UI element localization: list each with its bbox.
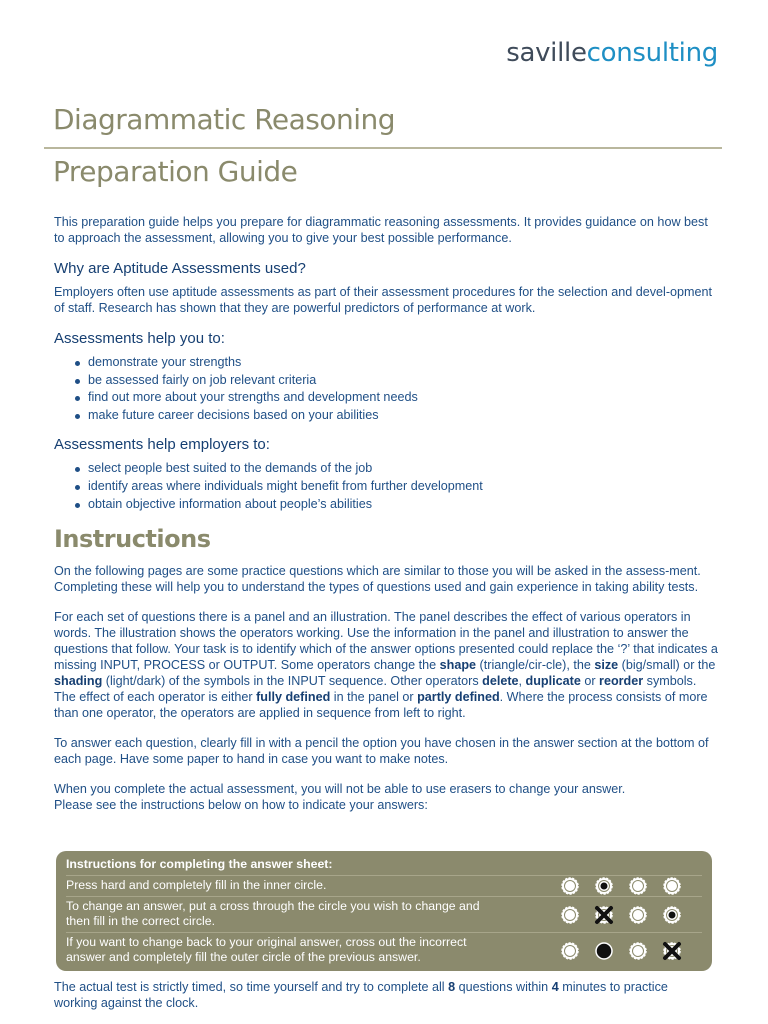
instructions-heading: Instructions bbox=[54, 525, 211, 554]
saville-consulting-logo: savilleconsulting bbox=[506, 38, 718, 68]
list-item: find out more about your strengths and development needs bbox=[54, 389, 718, 407]
answer-row: To change an answer, put a cross through the circle you wish to change and then fill in the correct circle. bbox=[66, 896, 702, 932]
list-item: identify areas where individuals might benefit from further development bbox=[54, 478, 718, 496]
help-you-heading: Assessments help you to: bbox=[54, 330, 225, 347]
intro-paragraph: This preparation guide helps you prepare for diagrammatic reasoning assessments. It provides guidance on how best to approach the assessment, allowing you to give your best possible performance. bbox=[54, 215, 708, 245]
help-you-list bbox=[54, 354, 718, 424]
list-item: demonstrate your strengths bbox=[54, 354, 718, 372]
answer-bubble-empty-icon bbox=[628, 905, 648, 925]
list-item: make future career decisions based on your abilities bbox=[54, 407, 718, 425]
answer-sheet-instructions-box bbox=[56, 851, 712, 971]
main-content bbox=[54, 214, 718, 813]
title-divider bbox=[44, 147, 722, 149]
answer-circles bbox=[560, 876, 682, 896]
list-item: select people best suited to the demands of the job bbox=[54, 460, 718, 478]
footer-paragraph: The actual test is strictly timed, so time yourself and try to complete all 8 questions within 4 minutes to practice working against the clock. bbox=[54, 980, 668, 1010]
answer-bubble-empty-icon bbox=[628, 941, 648, 961]
answer-bubble-filled-outer-icon bbox=[594, 941, 614, 961]
help-employers-heading: Assessments help employers to: bbox=[54, 436, 270, 454]
answer-bubble-filled-inner-icon bbox=[594, 876, 614, 896]
page-title: Diagrammatic Reasoning bbox=[53, 103, 396, 136]
answer-bubble-empty-icon bbox=[560, 941, 580, 961]
answer-bubble-empty-icon bbox=[662, 876, 682, 896]
answer-circles bbox=[560, 905, 682, 925]
answer-bubble-filled-inner-icon bbox=[662, 905, 682, 925]
answer-bubble-crossed-icon bbox=[662, 941, 682, 961]
answer-circles bbox=[560, 941, 682, 961]
answer-sheet-title: Instructions for completing the answer sheet: bbox=[66, 857, 333, 871]
why-paragraph: Employers often use aptitude assessments as part of their assessment procedures for the selection and devel-opment of staff. Research has shown that they are powerful predictors of performance at work. bbox=[54, 285, 713, 315]
instructions-paragraph-4: When you complete the actual assessment, you will not be able to use erasers to change your answer. Please see the instructions below on how to indicate your answers: bbox=[54, 782, 626, 813]
answer-bubble-empty-icon bbox=[628, 876, 648, 896]
answer-row: If you want to change back to your original answer, cross out the incorrect answer and completely fill the outer circle of the previous answer. bbox=[66, 932, 702, 968]
list-item: be assessed fairly on job relevant criteria bbox=[54, 372, 718, 390]
list-item: obtain objective information about people’s abilities bbox=[54, 496, 718, 514]
page-subtitle: Preparation Guide bbox=[53, 155, 298, 188]
answer-bubble-empty-icon bbox=[560, 876, 580, 896]
answer-row: Press hard and completely fill in the inner circle. bbox=[66, 875, 702, 896]
answer-bubble-crossed-icon bbox=[594, 905, 614, 925]
why-heading: Why are Aptitude Assessments used? bbox=[54, 260, 306, 277]
instructions-paragraph-1: On the following pages are some practice questions which are similar to those you will be asked in the assess-ment. Completing these will help you to understand the types of questions used and gain experience in taking ability tests. bbox=[54, 564, 701, 595]
instructions-paragraph-3: To answer each question, clearly fill in with a pencil the option you have chosen in the answer section at the bottom of each page. Have some paper to hand in case you want to make notes. bbox=[54, 736, 709, 767]
answer-bubble-empty-icon bbox=[560, 905, 580, 925]
instructions-paragraph-2: For each set of questions there is a panel and an illustration. The panel describes the effect of various operators in words. The illustration shows the operators working. Use the information in the panel and illustration to answer the questions that follow. Your task is to identify which of the answer options presented could replace the ‘?’ that indicates a missing INPUT, PROCESS or OUTPUT. Some operators change the shape (triangle/cir-cle), the size (big/small) or the shading (light/dark) of the symbols in the INPUT sequence. Other operators delete, duplicate or reorder symbols. The effect of each operator is either fully defined in the panel or partly defined. Where the process consists of more than one operator, the operators are applied in sequence from left to right. bbox=[54, 610, 718, 721]
help-employers-list bbox=[54, 460, 718, 513]
